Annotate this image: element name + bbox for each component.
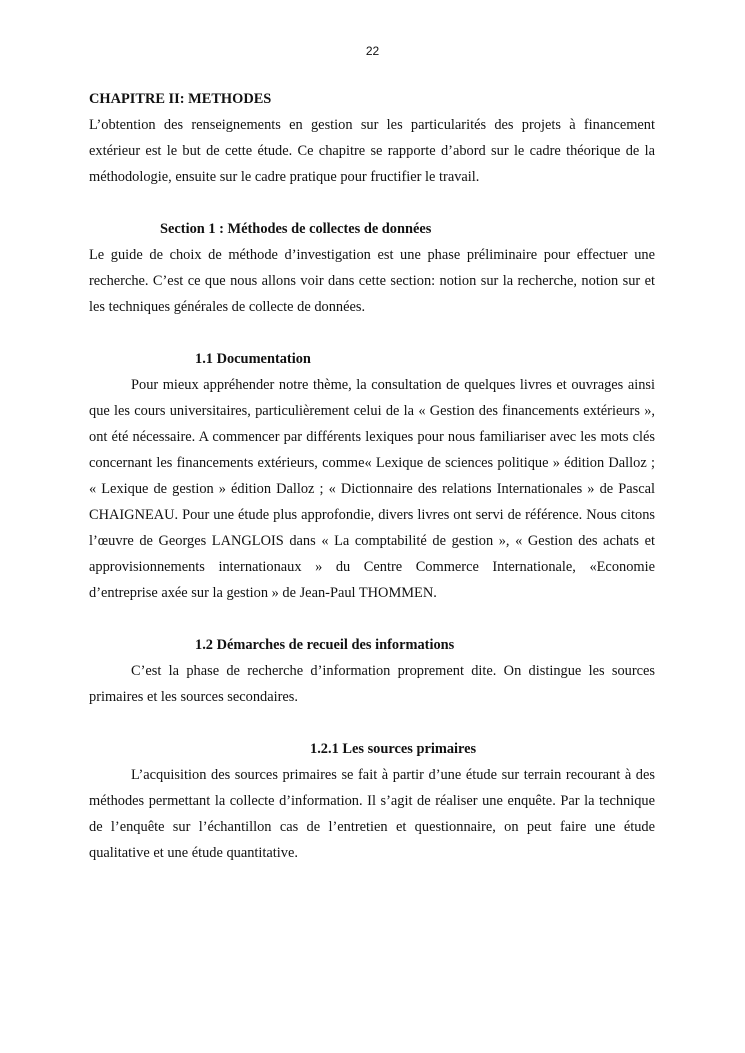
section-1-title: Section 1 : Méthodes de collectes de données: [160, 221, 432, 237]
document-body: [89, 86, 655, 866]
spacer: [89, 320, 655, 346]
page-number: 22: [365, 44, 380, 58]
subsection-1-1-paragraph: Pour mieux appréhender notre thème, la consultation de quelques livres et ouvrages ainsi que les cours universitaires, particulièrement celui de la « Gestion des financements extérieurs », ont été nécessaire. A commencer par différents lexiques pour nous familiariser avec les mots clés concernant les financements extérieurs, comme« Lexique de sciences politique » édition Dalloz ; « Lexique de gestion » édition Dalloz ; « Dictionnaire des relations Internationales » de Pascal CHAIGNEAU. Pour une étude plus approfondie, divers livres ont servi de référence. Nous citons l’œuvre de Georges LANGLOIS dans « La comptabilité de gestion », « Gestion des achats et approvisionnements internationaux » du Centre Commerce Internationale, «Economie d’entreprise axée sur la gestion » de Jean-Paul THOMMEN.: [89, 377, 655, 601]
subsection-1-1-title: 1.1 Documentation: [195, 351, 311, 367]
chapter-title: CHAPITRE II: METHODES: [89, 91, 272, 107]
spacer: [89, 710, 655, 736]
intro-paragraph: L’obtention des renseignements en gestion sur les particularités des projets à financement extérieur est le but de cette étude. Ce chapitre se rapporte d’abord sur le cadre théorique de la méthodologie, ensuite sur le cadre pratique pour fructifier le travail.: [89, 117, 655, 185]
subsection-1-2-paragraph: C’est la phase de recherche d’information proprement dite. On distingue les sources primaires et les sources secondaires.: [89, 663, 655, 705]
spacer: [89, 606, 655, 632]
subsection-1-2-1-title: 1.2.1 Les sources primaires: [310, 741, 477, 757]
subsection-1-2-title: 1.2 Démarches de recueil des informations: [195, 637, 455, 653]
spacer: [89, 190, 655, 216]
subsection-1-2-1-paragraph: L’acquisition des sources primaires se fait à partir d’une étude sur terrain recourant à des méthodes permettant la collecte d’information. Il s’agit de réaliser une enquête. Par la technique de l’enquête sur l’échantillon cas de l’entretien et questionnaire, on peut faire une étude qualitative et une étude quantitative.: [89, 767, 655, 861]
section-1-paragraph: Le guide de choix de méthode d’investigation est une phase préliminaire pour effectuer une recherche. C’est ce que nous allons voir dans cette section: notion sur la recherche, notion sur et les techniques générales de collecte de données.: [89, 247, 655, 315]
